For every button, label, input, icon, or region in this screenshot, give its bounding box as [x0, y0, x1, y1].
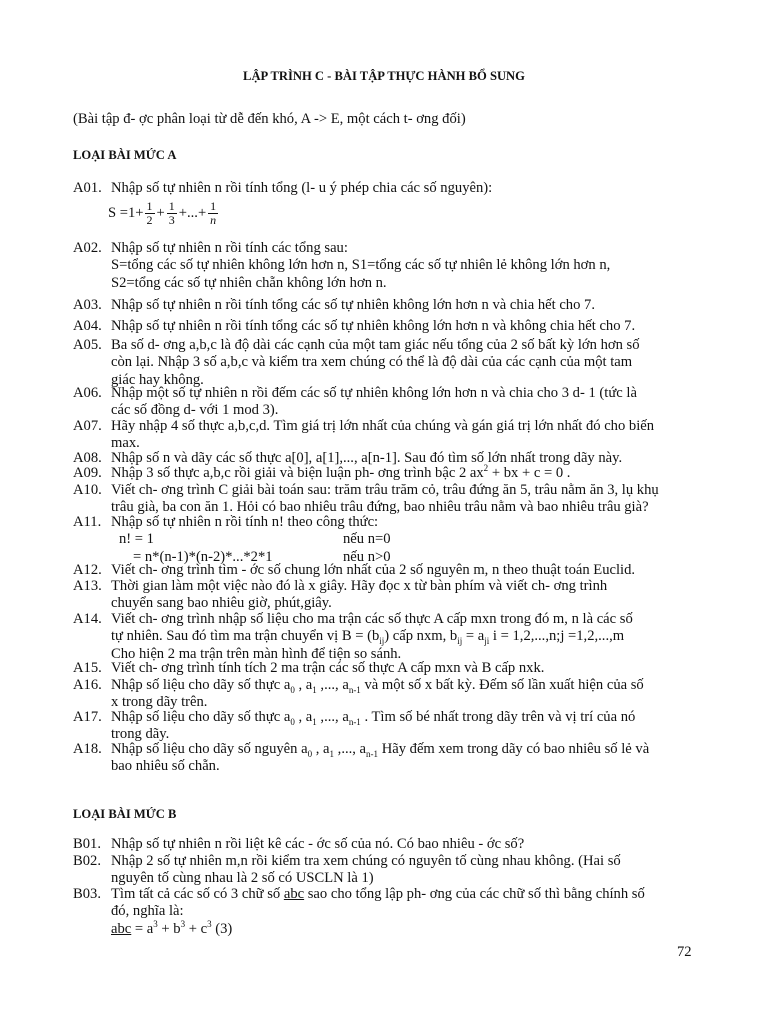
exercise-text: max.: [111, 435, 140, 452]
page-title: LẬP TRÌNH C - BÀI TẬP THỰC HÀNH BỔ SUNG: [243, 69, 525, 83]
exercise-code: A13.: [73, 578, 102, 594]
exercise-a13: [73, 578, 695, 613]
formula-plus: +: [156, 204, 165, 221]
exercise-text: Viết ch- ơng trình tính tích 2 ma trận các số thực A cấp mxn và B cấp nxk.: [111, 660, 545, 676]
exercise-a09: [73, 465, 695, 482]
exercise-code: A17.: [73, 709, 102, 725]
exercise-text: Viết ch- ơng trình C giải bài toán sau: trăm trâu trăm cỏ, trâu đứng ăn 5, trâu nằm ăn 3, lụ khụ: [111, 482, 659, 498]
exercise-a15: [73, 660, 695, 677]
exercise-a14: [73, 611, 695, 663]
exercise-text: Nhập số liệu cho dãy số nguyên $a_0$ , $a_1$ ,..., $a_{n-1}$ Hãy đếm xem trong dãy có bao nhiêu số lẻ và: [111, 741, 650, 759]
page-number: 72: [677, 944, 692, 960]
exercise-code: A04.: [73, 318, 102, 334]
exercise-code: A07.: [73, 418, 102, 434]
exercise-text: S2=tổng các số tự nhiên chẵn không lớn hơn n.: [111, 274, 387, 291]
exercise-text: Nhập số tự nhiên n rồi tính tổng (l- u ý phép chia các số nguyên):: [111, 180, 493, 196]
difficulty-note: (Bài tập đ- ợc phân loại từ dễ đến khó, A -> E, một cách t- ơng đối): [73, 111, 466, 127]
exercise-text: Nhập 3 số thực a,b,c rồi giải và biện luận ph- ơng trình bậc 2 $ax^2$ + bx + c = 0 .: [111, 463, 571, 481]
exercise-text: Nhập số liệu cho dãy số thực $a_0$ , $a_1$ ,..., $a_{n-1}$ . Tìm số bé nhất trong dãy trên và vị trí của nó: [111, 709, 636, 727]
exercise-code: A15.: [73, 660, 102, 676]
exercise-text: Hãy nhập 4 số thực a,b,c,d. Tìm giá trị lớn nhất của chúng và gán giá trị lớn nhất đó cho biến: [111, 418, 655, 434]
exercise-code: A12.: [73, 562, 102, 578]
cube-sum-formula: abc = $a^3 + b^3 + c^3$ (3): [111, 918, 233, 937]
exercise-text: bao nhiêu số chẵn.: [111, 758, 220, 775]
fraction-nth: $\frac{1}{n}$: [210, 199, 217, 227]
formula-ellipsis: +...+: [178, 204, 207, 221]
exercise-code: A01.: [73, 180, 102, 196]
fraction-half: $\frac{1}{2}$: [146, 199, 153, 227]
exercise-text: trâu già, ba con ăn 1. Hỏi có bao nhiêu trâu đứng, bao nhiêu trâu nằm và bao nhiêu trâu già?: [111, 499, 649, 516]
exercise-b03: [73, 886, 695, 938]
exercise-text: chuyển sang bao nhiêu giờ, phút,giây.: [111, 595, 332, 612]
exercise-b02: [73, 853, 695, 888]
exercise-text: x trong dãy trên.: [111, 694, 208, 711]
exercise-text: tự nhiên. Sau đó tìm ma trận chuyển vị $B = (b_{ij})$ cấp nxm, $b_{ij} = a_{ji}$ i = 1,2,...,n;j =1,2,...,m: [111, 628, 625, 647]
factorial-case-positive: = n*(n-1)*(n-2)*...*2*1 nếu n>0: [133, 548, 391, 565]
section-b-title: LOẠI BÀI MỨC B: [73, 807, 177, 821]
exercise-code: A03.: [73, 297, 102, 313]
exercise-a02: [73, 240, 695, 292]
exercise-text: Nhập số tự nhiên n rồi tính tổng các số tự nhiên không lớn hơn n và không chia hết cho 7.: [111, 318, 636, 334]
exercise-code: A14.: [73, 611, 102, 627]
exercise-a17: [73, 709, 695, 744]
exercise-code: A09.: [73, 465, 102, 481]
fraction-third: $\frac{1}{3}$: [168, 199, 175, 227]
exercise-text: trong dãy.: [111, 726, 170, 743]
exercise-a16: [73, 677, 695, 712]
exercise-text: Viết ch- ơng trình tìm - ớc số chung lớn nhất của 2 số nguyên m, n theo thuật toán Euclid.: [111, 562, 636, 578]
exercise-a10: [73, 482, 695, 517]
exercise-code: A11.: [73, 514, 102, 530]
exercise-text: Nhập số tự nhiên n rồi tính n! theo công thức:: [111, 514, 379, 530]
sum-formula: [108, 200, 219, 227]
exercise-text: Ba số d- ơng a,b,c là độ dài các cạnh của một tam giác nếu tổng của 2 số bất kỳ lớn hơn số: [111, 337, 640, 353]
exercise-code: B02.: [73, 853, 101, 869]
exercise-text: Nhập số n và dãy các số thực a[0], a[1],..., a[n-1]. Sau đó tìm số lớn nhất trong dãy này.: [111, 450, 623, 466]
exercise-text: Thời gian làm một việc nào đó là x giây. Hãy đọc x từ bàn phím và viết ch- ơng trình: [111, 578, 608, 594]
factorial-case-zero: n! = 1 nếu n=0: [119, 531, 391, 548]
exercise-text: Nhập số tự nhiên n rồi liệt kê các - ớc số của nó. Có bao nhiêu - ớc số?: [111, 836, 525, 852]
exercise-a11: [73, 514, 695, 566]
formula-lhs: S =1+: [108, 204, 144, 221]
exercise-text: còn lại. Nhập 3 số a,b,c và kiểm tra xem chúng có thể là độ dài của các cạnh của một tam: [111, 354, 633, 371]
exercise-text: Viết ch- ơng trình nhập số liệu cho ma trận các số thực A cấp mxn trong đó m, n là các số: [111, 611, 633, 627]
exercise-a07: [73, 418, 695, 453]
exercise-code: A02.: [73, 240, 102, 256]
exercise-a05: [73, 337, 695, 389]
exercise-text: Nhập một số tự nhiên n rồi đếm các số tự nhiên không lớn hơn n và chia cho 3 d- 1 (tức là: [111, 385, 637, 401]
exercise-a18: [73, 741, 695, 776]
exercise-code: A05.: [73, 337, 102, 353]
exercise-code: B01.: [73, 836, 101, 852]
exercise-text: Nhập số liệu cho dãy số thực $a_0$ , $a_1$ ,..., $a_{n-1}$ và một số x bất kỳ. Đếm số lần xuất hiện của số: [111, 677, 644, 695]
exercise-text: Nhập số tự nhiên n rồi tính tổng các số tự nhiên không lớn hơn n và chia hết cho 7.: [111, 297, 595, 313]
exercise-a04: [73, 318, 695, 335]
exercise-text: Cho hiện 2 ma trận trên màn hình để tiện so sánh.: [111, 645, 402, 662]
exercise-code: A10.: [73, 482, 102, 498]
exercise-a03: [73, 297, 695, 314]
exercise-a01: [73, 180, 695, 197]
exercise-text: các số đồng d- với 1 mod 3).: [111, 402, 279, 419]
exercise-text: Nhập số tự nhiên n rồi tính các tổng sau:: [111, 240, 348, 256]
exercise-b01: [73, 836, 695, 853]
exercise-text: nguyên tố cùng nhau là 2 số có USCLN là 1): [111, 870, 374, 887]
exercise-code: B03.: [73, 886, 101, 902]
exercise-text: đó, nghĩa là:: [111, 903, 184, 920]
exercise-code: A18.: [73, 741, 102, 757]
exercise-code: A08.: [73, 450, 102, 466]
exercise-text: S=tổng các số tự nhiên không lớn hơn n, S1=tổng các số tự nhiên lẻ không lớn hơn n,: [111, 257, 611, 274]
exercise-code: A16.: [73, 677, 102, 693]
exercise-a12: [73, 562, 695, 579]
exercise-text: giác hay không.: [111, 371, 204, 388]
exercise-text: Tìm tất cả các số có 3 chữ số abc sao cho tổng lập ph- ơng của các chữ số thì bằng chính số: [111, 886, 645, 902]
exercise-code: A06.: [73, 385, 102, 401]
exercise-text: Nhập 2 số tự nhiên m,n rồi kiểm tra xem chúng có nguyên tố cùng nhau không. (Hai số: [111, 853, 621, 869]
section-a-title: LOẠI BÀI MỨC A: [73, 148, 177, 162]
exercise-a06: [73, 385, 695, 420]
